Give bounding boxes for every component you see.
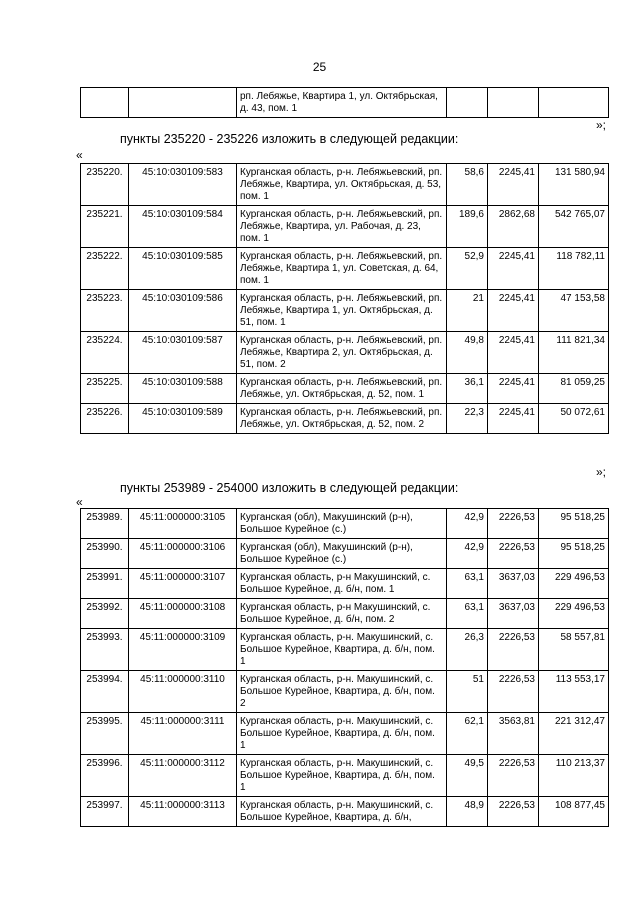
area-cell: 49,5: [447, 755, 488, 797]
address-cell: Курганская область, р-н. Лебяжьевский, рп. Лебяжье, Квартира, ул. Октябрьская, д. 53, пом. 1: [237, 164, 447, 206]
table-row: [81, 713, 609, 755]
row-number-cell: [81, 88, 129, 118]
table-row: [81, 569, 609, 599]
address-cell: Курганская область, р-н. Лебяжьевский, рп. Лебяжье, ул. Октябрьская, д. 52, пом. 2: [237, 404, 447, 434]
table-row: [81, 629, 609, 671]
cadastral-value-cell: 95 518,25: [539, 509, 609, 539]
cadastral-value-cell: 131 580,94: [539, 164, 609, 206]
cadastral-value-cell: 229 496,53: [539, 599, 609, 629]
area-cell: 48,9: [447, 797, 488, 827]
cadastral-value-cell: 111 821,34: [539, 332, 609, 374]
cadastral-number-cell: 45:10:030109:587: [129, 332, 237, 374]
cadastral-value-cell: 118 782,11: [539, 248, 609, 290]
cadastral-value-cell: [539, 88, 609, 118]
address-cell: Курганская область, р-н. Лебяжьевский, рп. Лебяжье, Квартира 1, ул. Октябрьская, д. 51, пом. 1: [237, 290, 447, 332]
address-cell: Курганская область, р-н. Макушинский, с. Большое Курейное, Квартира, д. б/н,: [237, 797, 447, 827]
area-cell: 58,6: [447, 164, 488, 206]
area-cell: 49,8: [447, 332, 488, 374]
table-row: [81, 599, 609, 629]
row-number-cell: 253992.: [81, 599, 129, 629]
rate-cell: 3637,03: [488, 569, 539, 599]
area-cell: 42,9: [447, 509, 488, 539]
rate-cell: 2226,53: [488, 629, 539, 671]
cadastral-value-cell: 95 518,25: [539, 539, 609, 569]
table-row: [81, 374, 609, 404]
area-cell: 52,9: [447, 248, 488, 290]
address-cell: Курганская (обл), Макушинский (р-н), Большое Курейное (с.): [237, 509, 447, 539]
cadastral-number-cell: 45:11:000000:3111: [129, 713, 237, 755]
cadastral-number-cell: [129, 88, 237, 118]
rate-cell: 2226,53: [488, 671, 539, 713]
instruction-text: пункты 235220 - 235226 изложить в следующей редакции:: [120, 132, 459, 146]
area-cell: 36,1: [447, 374, 488, 404]
address-cell: Курганская область, р-н. Макушинский, с. Большое Курейное, Квартира, д. б/н, пом. 1: [237, 755, 447, 797]
row-number-cell: 235225.: [81, 374, 129, 404]
table-row: [81, 206, 609, 248]
cadastral-number-cell: 45:10:030109:584: [129, 206, 237, 248]
table-row: [81, 404, 609, 434]
area-cell: 51: [447, 671, 488, 713]
property-table: [80, 163, 609, 434]
table-row: [81, 248, 609, 290]
rate-cell: [488, 88, 539, 118]
area-cell: 22,3: [447, 404, 488, 434]
table-row: [81, 671, 609, 713]
address-cell: Курганская область, р-н. Лебяжьевский, рп. Лебяжье, ул. Октябрьская, д. 52, пом. 1: [237, 374, 447, 404]
closing-quote: »;: [596, 465, 607, 479]
area-cell: 26,3: [447, 629, 488, 671]
cadastral-number-cell: 45:11:000000:3109: [129, 629, 237, 671]
rate-cell: 3637,03: [488, 599, 539, 629]
row-number-cell: 253991.: [81, 569, 129, 599]
rate-cell: 2226,53: [488, 539, 539, 569]
cadastral-number-cell: 45:10:030109:589: [129, 404, 237, 434]
cadastral-value-cell: 81 059,25: [539, 374, 609, 404]
table-row: [81, 797, 609, 827]
instruction-text: пункты 253989 - 254000 изложить в следующей редакции:: [120, 481, 459, 495]
row-number-cell: 253995.: [81, 713, 129, 755]
row-number-cell: 253994.: [81, 671, 129, 713]
address-cell: Курганская область, р-н Макушинский, с. Большое Курейное, д. б/н, пом. 1: [237, 569, 447, 599]
rate-cell: 2245,41: [488, 248, 539, 290]
opening-quote: «: [76, 148, 83, 162]
cadastral-value-cell: 229 496,53: [539, 569, 609, 599]
address-cell: Курганская область, р-н Макушинский, с. Большое Курейное, д. б/н, пом. 2: [237, 599, 447, 629]
table-row: [81, 290, 609, 332]
cadastral-number-cell: 45:11:000000:3106: [129, 539, 237, 569]
rate-cell: 2226,53: [488, 509, 539, 539]
area-cell: [447, 88, 488, 118]
table-row: [81, 88, 609, 118]
opening-quote: «: [76, 495, 83, 509]
cadastral-number-cell: 45:10:030109:583: [129, 164, 237, 206]
area-cell: 21: [447, 290, 488, 332]
table-row: [81, 332, 609, 374]
cadastral-number-cell: 45:11:000000:3112: [129, 755, 237, 797]
cadastral-value-cell: 58 557,81: [539, 629, 609, 671]
table-row: [81, 539, 609, 569]
row-number-cell: 235220.: [81, 164, 129, 206]
cadastral-value-cell: 108 877,45: [539, 797, 609, 827]
table-row: [81, 509, 609, 539]
closing-quote: »;: [596, 118, 607, 132]
cadastral-number-cell: 45:11:000000:3105: [129, 509, 237, 539]
row-number-cell: 235226.: [81, 404, 129, 434]
page-number: 25: [312, 60, 327, 74]
address-cell: Курганская область, р-н. Лебяжьевский, рп. Лебяжье, Квартира 1, ул. Советская, д. 64, пом. 1: [237, 248, 447, 290]
continuation-table: [80, 87, 609, 118]
address-cell: Курганская область, р-н. Макушинский, с. Большое Курейное, Квартира, д. б/н, пом. 2: [237, 671, 447, 713]
rate-cell: 2245,41: [488, 164, 539, 206]
cadastral-value-cell: 110 213,37: [539, 755, 609, 797]
cadastral-number-cell: 45:10:030109:585: [129, 248, 237, 290]
cadastral-number-cell: 45:10:030109:588: [129, 374, 237, 404]
address-cell: Курганская область, р-н. Макушинский, с. Большое Курейное, Квартира, д. б/н, пом. 1: [237, 629, 447, 671]
property-table: [80, 508, 609, 827]
cadastral-number-cell: 45:11:000000:3113: [129, 797, 237, 827]
rate-cell: 2245,41: [488, 374, 539, 404]
area-cell: 63,1: [447, 569, 488, 599]
cadastral-value-cell: 221 312,47: [539, 713, 609, 755]
row-number-cell: 253993.: [81, 629, 129, 671]
address-cell: Курганская область, р-н. Макушинский, с. Большое Курейное, Квартира, д. б/н, пом. 1: [237, 713, 447, 755]
row-number-cell: 235222.: [81, 248, 129, 290]
rate-cell: 2226,53: [488, 797, 539, 827]
row-number-cell: 253989.: [81, 509, 129, 539]
rate-cell: 2245,41: [488, 404, 539, 434]
rate-cell: 2226,53: [488, 755, 539, 797]
rate-cell: 2245,41: [488, 290, 539, 332]
cadastral-number-cell: 45:11:000000:3110: [129, 671, 237, 713]
cadastral-value-cell: 113 553,17: [539, 671, 609, 713]
rate-cell: 2862,68: [488, 206, 539, 248]
row-number-cell: 235221.: [81, 206, 129, 248]
cadastral-value-cell: 542 765,07: [539, 206, 609, 248]
area-cell: 189,6: [447, 206, 488, 248]
address-cell: Курганская область, р-н. Лебяжьевский, рп. Лебяжье, Квартира, ул. Рабочая, д. 23, пом. 1: [237, 206, 447, 248]
cadastral-value-cell: 47 153,58: [539, 290, 609, 332]
address-cell: Курганская область, р-н. Лебяжьевский, рп. Лебяжье, Квартира 2, ул. Октябрьская, д. 51, пом. 2: [237, 332, 447, 374]
cadastral-number-cell: 45:11:000000:3108: [129, 599, 237, 629]
area-cell: 42,9: [447, 539, 488, 569]
address-cell: Курганская (обл), Макушинский (р-н), Большое Курейное (с.): [237, 539, 447, 569]
row-number-cell: 235223.: [81, 290, 129, 332]
row-number-cell: 253996.: [81, 755, 129, 797]
row-number-cell: 253997.: [81, 797, 129, 827]
rate-cell: 2245,41: [488, 332, 539, 374]
cadastral-value-cell: 50 072,61: [539, 404, 609, 434]
row-number-cell: 253990.: [81, 539, 129, 569]
address-cell: рп. Лебяжье, Квартира 1, ул. Октябрьская, д. 43, пом. 1: [237, 88, 447, 118]
cadastral-number-cell: 45:10:030109:586: [129, 290, 237, 332]
table-row: [81, 164, 609, 206]
area-cell: 62,1: [447, 713, 488, 755]
rate-cell: 3563,81: [488, 713, 539, 755]
cadastral-number-cell: 45:11:000000:3107: [129, 569, 237, 599]
table-row: [81, 755, 609, 797]
row-number-cell: 235224.: [81, 332, 129, 374]
area-cell: 63,1: [447, 599, 488, 629]
